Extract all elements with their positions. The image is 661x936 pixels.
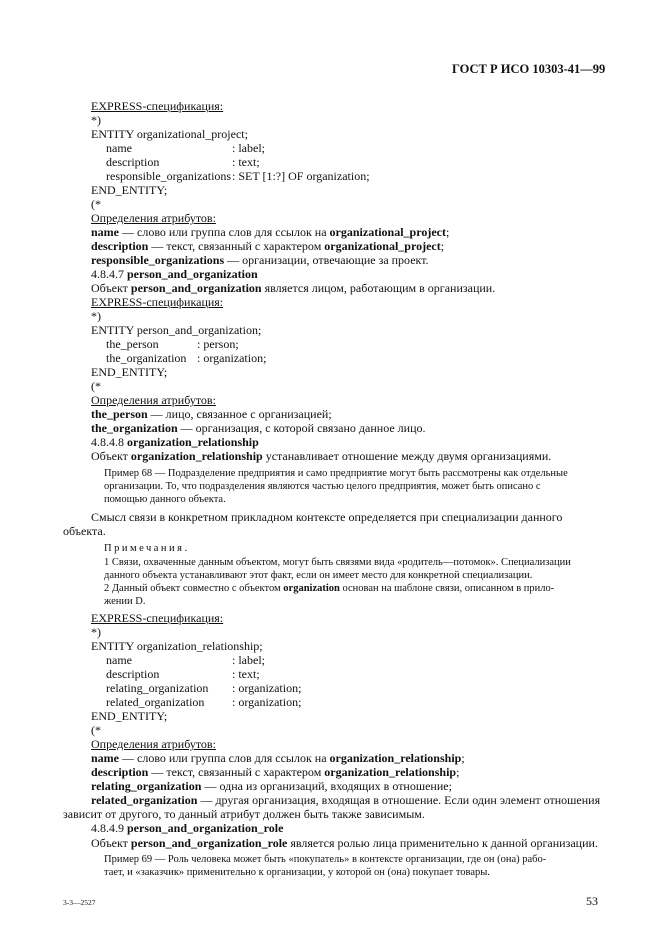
- entity-end: END_ENTITY;: [91, 365, 168, 379]
- attr-definition: [91, 793, 600, 807]
- attr-name: description: [106, 155, 160, 169]
- print-code: 3-3—2527: [63, 898, 96, 907]
- section-intro: [91, 281, 495, 295]
- attr-type: : person;: [197, 337, 239, 351]
- intro-ref: person_and_organization: [130, 281, 262, 295]
- note-line: данного объекта устанавливают этот факт, если он имеет место для конкретной специализации.: [104, 570, 533, 581]
- def-text: — слово или группа слов для ссылок на: [119, 225, 330, 239]
- attr-name: relating_organization: [106, 681, 209, 695]
- section-heading: [91, 821, 283, 835]
- def-ref: organization_relationship: [324, 765, 457, 779]
- section-heading: [91, 267, 258, 281]
- attr-name: related_organization: [106, 695, 205, 709]
- intro-text: Объект: [91, 836, 131, 850]
- def-term: related_organization: [91, 793, 198, 807]
- def-text: — текст, связанный с характером: [148, 239, 325, 253]
- def-text: — другая организация, входящая в отношение. Если один элемент отношения: [197, 793, 601, 807]
- attr-defs-label: Определения атрибутов:: [91, 393, 216, 407]
- notes-label: Примечания.: [104, 543, 190, 554]
- entity-declaration: ENTITY person_and_organization;: [91, 323, 262, 337]
- def-end: ;: [440, 239, 445, 253]
- def-text: — организация, с которой связано данное лицо.: [177, 421, 426, 435]
- intro-text: Объект: [91, 449, 131, 463]
- note-line: 1 Связи, охваченные данным объектом, могут быть связями вида «родитель—потомок». Специализации: [104, 557, 571, 568]
- attr-definition: [91, 239, 444, 253]
- express-spec-label: EXPRESS-спецификация:: [91, 611, 224, 625]
- def-term: the_organization: [91, 421, 178, 435]
- paragraph-line: объекта.: [63, 524, 106, 538]
- def-term: description: [91, 239, 149, 253]
- def-ref: organizational_project: [329, 225, 446, 239]
- attr-definition: [91, 751, 465, 765]
- attr-type: : text;: [232, 155, 260, 169]
- express-spec-label: EXPRESS-спецификация:: [91, 295, 224, 309]
- def-end: ;: [445, 225, 450, 239]
- attr-definition: [91, 407, 332, 421]
- note-text: 2 Данный объект совместно с объектом: [104, 583, 284, 594]
- section-intro: [91, 449, 551, 463]
- attr-type: : organization;: [232, 695, 302, 709]
- def-end: ;: [456, 765, 460, 779]
- example-line: организации. То, что подразделения являются частью целого предприятия, может быть описано с: [104, 481, 541, 492]
- section-number: 4.8.4.7: [91, 267, 127, 281]
- attr-name: description: [106, 667, 160, 681]
- note-line: [104, 582, 554, 595]
- intro-ref: person_and_organization_role: [130, 836, 288, 850]
- attr-defs-label: Определения атрибутов:: [91, 737, 216, 751]
- def-text: — организации, отвечающие за проект.: [224, 253, 429, 267]
- comment-close: (*: [91, 723, 101, 737]
- attr-name: name: [106, 653, 132, 667]
- section-heading: [91, 435, 259, 449]
- attr-name: the_organization: [106, 351, 187, 365]
- attr-definition: [91, 225, 449, 239]
- section-title: person_and_organization_role: [127, 821, 284, 835]
- def-text: — текст, связанный с характером: [148, 765, 325, 779]
- entity-end: END_ENTITY;: [91, 709, 168, 723]
- express-spec-label: EXPRESS-спецификация:: [91, 99, 224, 113]
- section-title: person_and_organization: [127, 267, 258, 281]
- def-term: description: [91, 765, 149, 779]
- intro-text: является лицом, работающим в организации.: [261, 281, 496, 295]
- def-term: relating_organization: [91, 779, 202, 793]
- attr-type: : text;: [232, 667, 260, 681]
- intro-text: устанавливает отношение между двумя организациями.: [262, 449, 552, 463]
- attr-definition: [91, 779, 452, 793]
- attr-type: : label;: [232, 653, 265, 667]
- attr-definition-cont: зависит от другого, то данный атрибут должен быть также зависимым.: [63, 807, 425, 821]
- example-line: тает, и «заказчик» применительно к организации, у которой он (она) покупает товары.: [104, 867, 490, 878]
- comment-close: (*: [91, 197, 101, 211]
- def-text: — лицо, связанное с организацией;: [147, 407, 332, 421]
- comment-close: (*: [91, 379, 101, 393]
- example-line: Пример 68 — Подразделение предприятия и само предприятие могут быть рассмотрены как отдельные: [104, 468, 568, 479]
- page-number: 53: [586, 894, 598, 908]
- attr-type: : organization;: [232, 681, 302, 695]
- attr-type: : organization;: [197, 351, 267, 365]
- def-text: — одна из организаций, входящих в отношение;: [201, 779, 452, 793]
- attr-type: : SET [1:?] OF organization;: [232, 169, 370, 183]
- section-number: 4.8.4.9: [91, 821, 127, 835]
- note-ref: organization: [283, 583, 340, 594]
- attr-name: name: [106, 141, 132, 155]
- section-title: organization_relationship: [127, 435, 259, 449]
- def-end: ;: [461, 751, 465, 765]
- attr-definition: [91, 253, 429, 267]
- entity-end: END_ENTITY;: [91, 183, 168, 197]
- comment-open: *): [91, 113, 101, 127]
- entity-declaration: ENTITY organization_relationship;: [91, 639, 263, 653]
- attr-definition: [91, 421, 426, 435]
- example-line: помощью данного объекта.: [104, 494, 226, 505]
- def-term: name: [91, 751, 119, 765]
- def-term: responsible_organizations: [91, 253, 225, 267]
- def-term: the_person: [91, 407, 148, 421]
- section-intro: [91, 836, 598, 850]
- def-ref: organizational_project: [324, 239, 441, 253]
- attr-defs-label: Определения атрибутов:: [91, 211, 216, 225]
- intro-ref: organization_relationship: [130, 449, 263, 463]
- example-line: Пример 69 — Роль человека может быть «покупатель» в контексте организации, где он (она) рабо-: [104, 854, 547, 865]
- entity-declaration: ENTITY organizational_project;: [91, 127, 248, 141]
- paragraph-line: Смысл связи в конкретном прикладном контексте определяется при специализации данного: [91, 510, 563, 524]
- attr-definition: [91, 765, 459, 779]
- def-ref: organization_relationship: [329, 751, 462, 765]
- def-term: name: [91, 225, 119, 239]
- def-text: — слово или группа слов для ссылок на: [119, 751, 330, 765]
- note-text: основан на шаблоне связи, описанном в прило-: [339, 583, 555, 594]
- comment-open: *): [91, 309, 101, 323]
- note-line: жении D.: [104, 596, 146, 607]
- running-header: ГОСТ Р ИСО 10303-41—99: [452, 62, 606, 76]
- attr-name: responsible_organizations: [106, 169, 232, 183]
- attr-name: the_person: [106, 337, 159, 351]
- intro-text: является ролью лица применительно к данной организации.: [287, 836, 598, 850]
- intro-text: Объект: [91, 281, 131, 295]
- section-number: 4.8.4.8: [91, 435, 127, 449]
- attr-type: : label;: [232, 141, 265, 155]
- comment-open: *): [91, 625, 101, 639]
